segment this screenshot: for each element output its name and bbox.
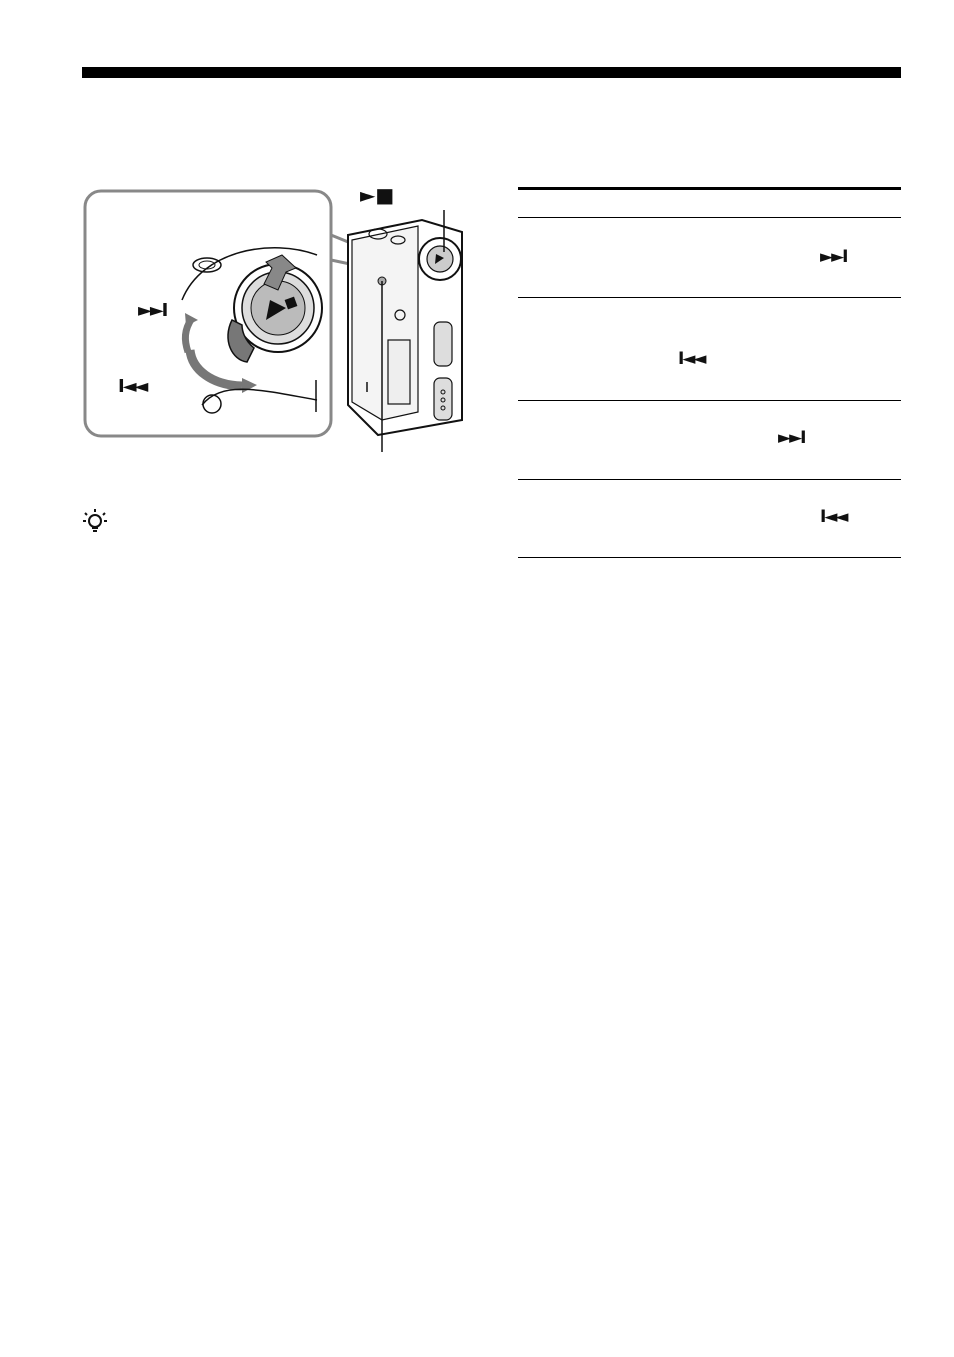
table-row-divider: [518, 400, 901, 401]
table-top-rule: [518, 187, 901, 190]
table-bottom-rule: [518, 557, 901, 558]
table-row-symbol: I◄◄: [820, 507, 847, 527]
prev-direction-label: I◄◄: [118, 376, 147, 397]
table-header-rule: [518, 217, 901, 218]
section-header-bar: [82, 67, 901, 78]
lightbulb-icon: [82, 508, 108, 534]
player-body-illustration: [348, 220, 462, 435]
next-direction-label: ►►I: [138, 300, 167, 321]
table-row-symbol: I◄◄: [678, 349, 705, 369]
play-stop-button-label: ►■: [360, 183, 395, 207]
table-row-divider: [518, 479, 901, 480]
table-row-divider: [518, 297, 901, 298]
table-row-symbol: ►►I: [778, 428, 805, 448]
table-row-symbol: ►►I: [820, 247, 847, 267]
